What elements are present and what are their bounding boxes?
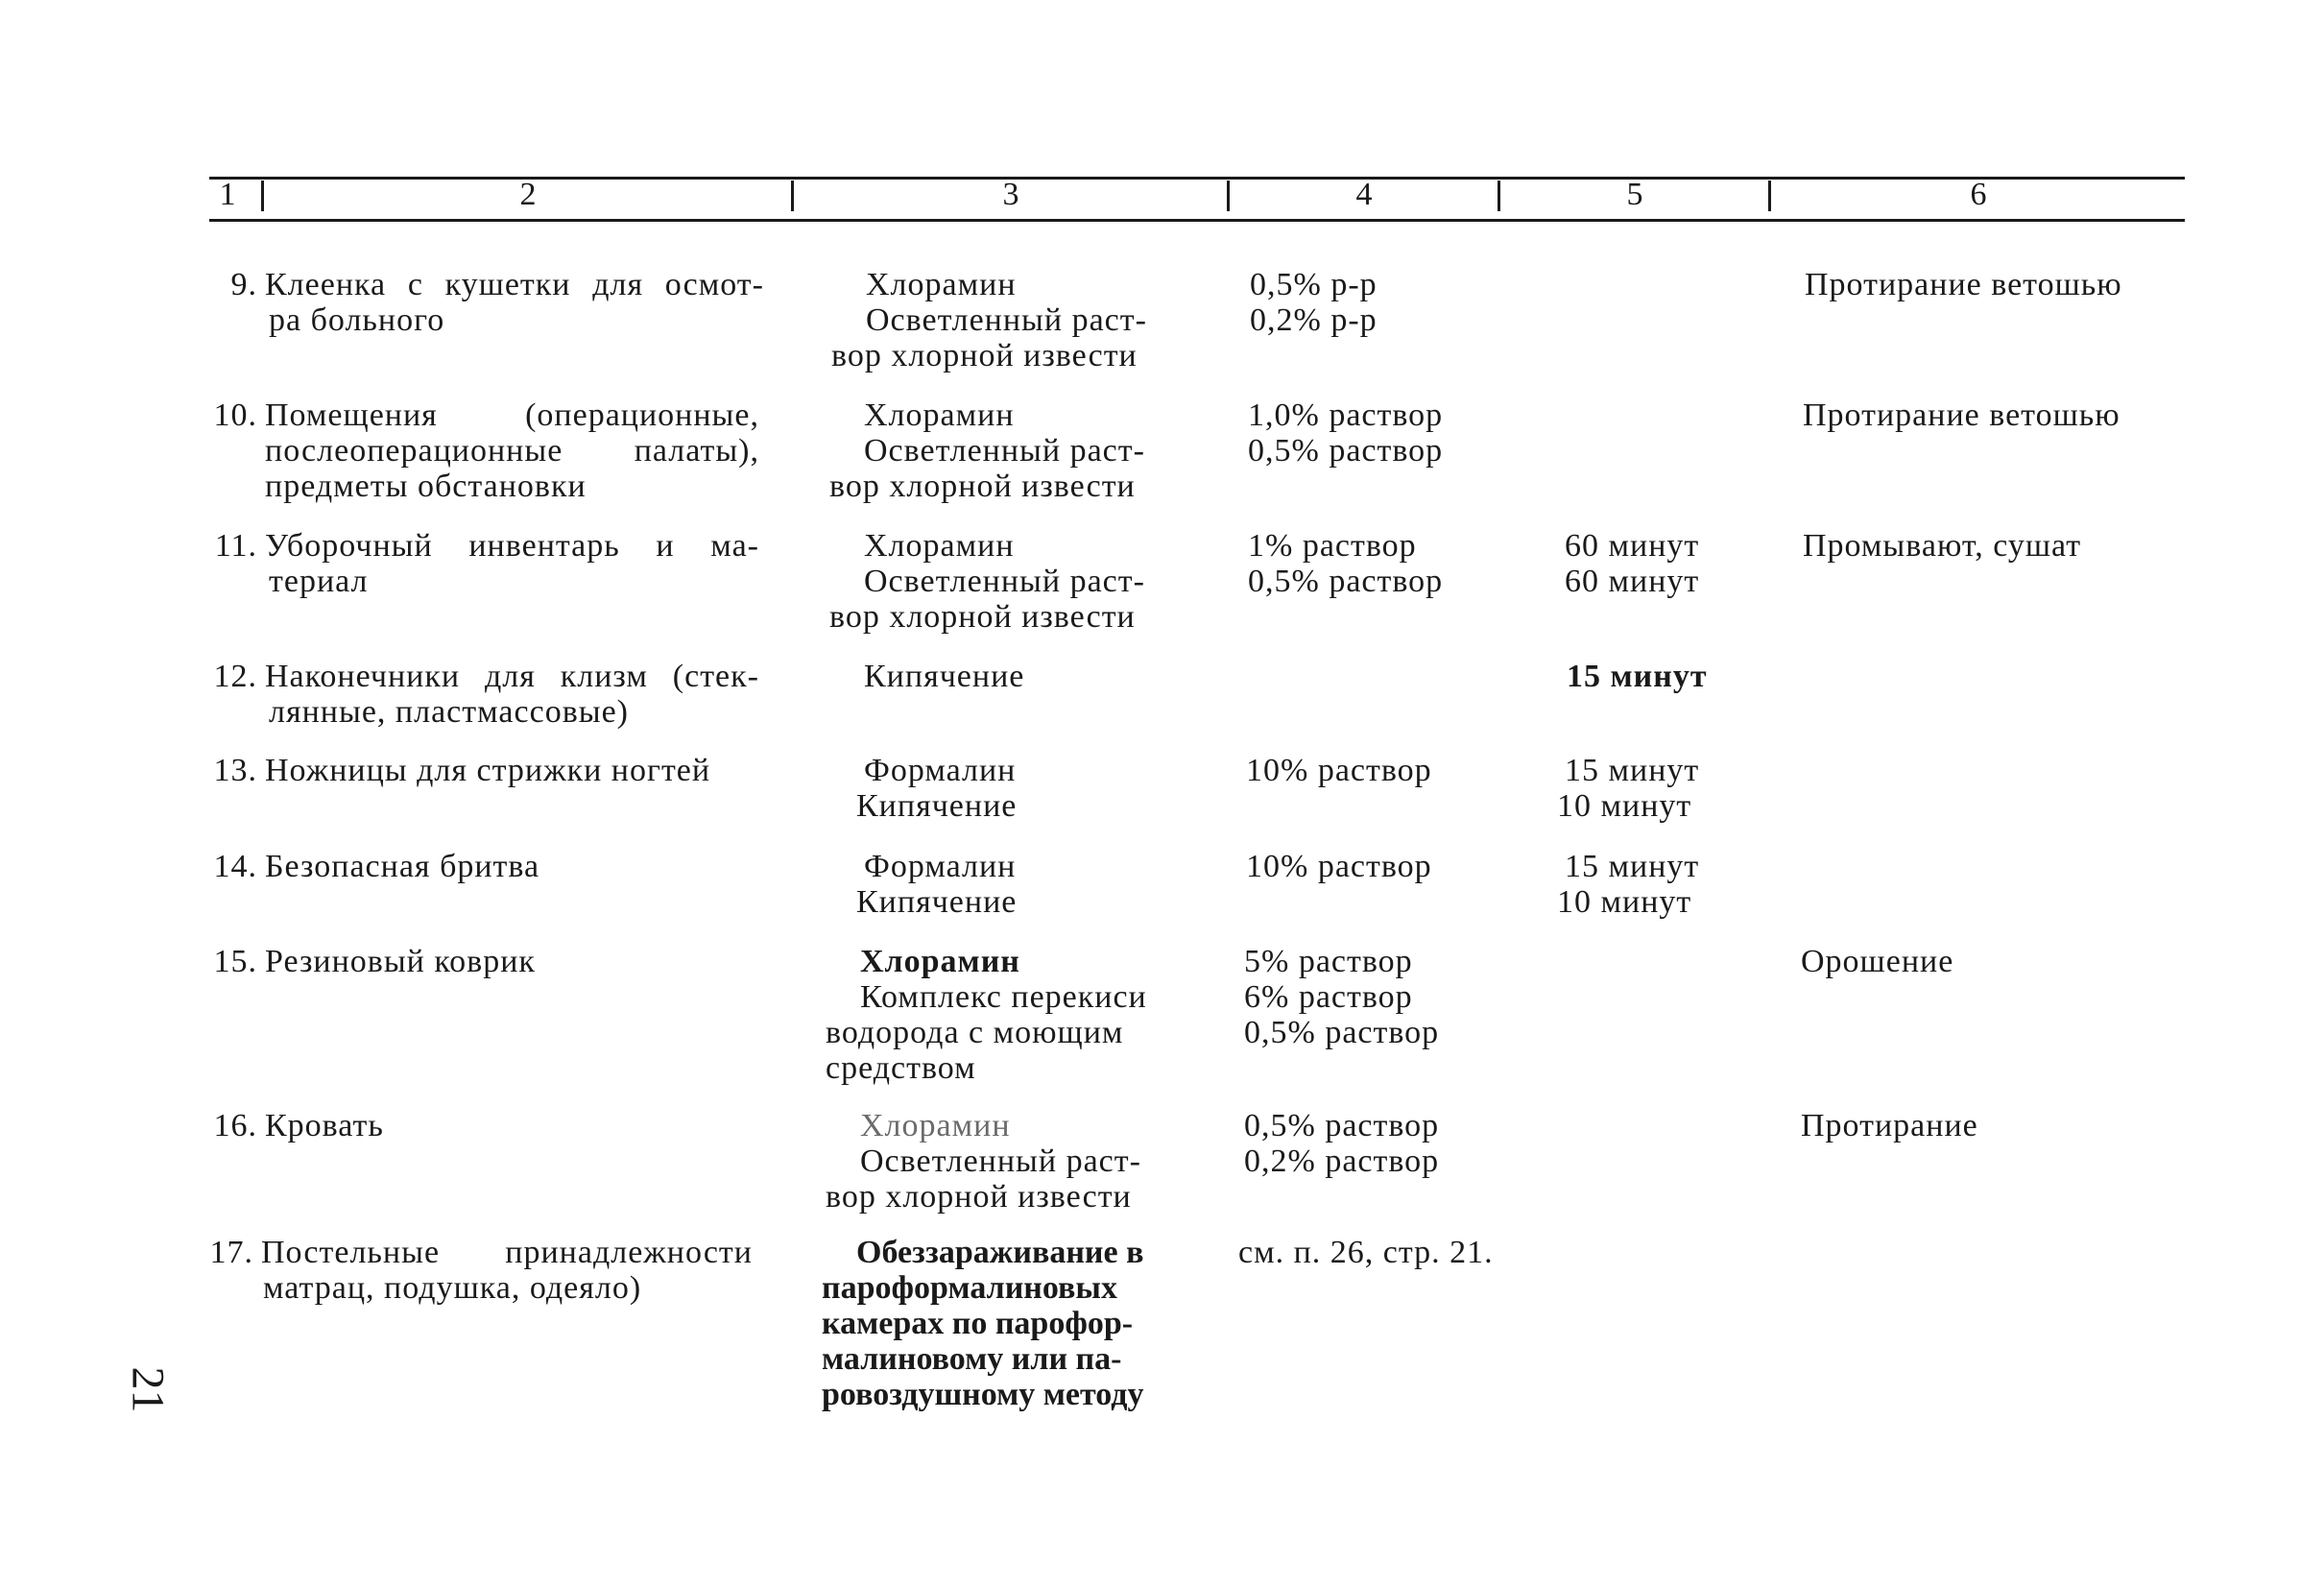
row-number: 12.: [213, 659, 257, 694]
agent-line: камерах по парофор-: [822, 1306, 1134, 1341]
agent-line: вор хлорной извести: [829, 599, 1136, 635]
concentration: 0,5% раствор: [1248, 433, 1444, 469]
item-name-line: Безопасная бритва: [265, 849, 540, 884]
agent-line: малиновому или па-: [822, 1341, 1122, 1377]
concentration: 0,2% р-р: [1250, 302, 1378, 338]
row-number: 13.: [213, 753, 257, 788]
method: Протирание ветошью: [1803, 397, 2120, 433]
item-name-line: предметы обстановки: [265, 469, 587, 504]
concentration: 1% раствор: [1248, 528, 1417, 564]
agent-line: Кипячение: [864, 659, 1025, 694]
agent-line: Формалин: [864, 849, 1017, 884]
col-separator: [791, 180, 794, 211]
exposure-time: 15 минут: [1567, 659, 1708, 694]
col-header-3: 3: [1002, 177, 1019, 212]
row-number: 10.: [213, 397, 257, 433]
item-name-line: Резиновый коврик: [265, 944, 536, 979]
concentration: 5% раствор: [1244, 944, 1413, 979]
exposure-time: 10 минут: [1557, 788, 1692, 824]
item-name-line: териал: [269, 564, 369, 599]
method: Протирание ветошью: [1805, 267, 2122, 302]
agent-line: Осветленный раст-: [864, 433, 1145, 469]
row-number: 9.: [230, 267, 257, 302]
agent-line: Кипячение: [856, 788, 1018, 824]
agent-line: средством: [826, 1050, 976, 1086]
agent-line: Хлорамин: [860, 1108, 1011, 1143]
agent-line: Комплекс перекиси: [860, 979, 1147, 1015]
item-name-line: Наконечники для клизм (стек-: [265, 659, 759, 694]
agent-line: Осветленный раст-: [860, 1143, 1141, 1179]
col-separator: [261, 180, 264, 211]
concentration: 0,5% раствор: [1244, 1108, 1440, 1143]
row-number: 11.: [214, 528, 257, 564]
col-header-4: 4: [1355, 177, 1373, 212]
row-number: 17.: [209, 1235, 253, 1270]
header-bottom-rule: [209, 219, 2185, 222]
item-name-line: Ножницы для стрижки ногтей: [265, 753, 711, 788]
col-header-1: 1: [219, 177, 236, 212]
item-name-line: лянные, пластмассовые): [269, 694, 629, 730]
item-name-line: Постельные принадлежности: [261, 1235, 753, 1270]
concentration: 0,5% р-р: [1250, 267, 1378, 302]
exposure-time: 15 минут: [1565, 849, 1700, 884]
col-header-5: 5: [1626, 177, 1643, 212]
agent-line: пароформалиновых: [822, 1270, 1117, 1306]
agent-line: Хлорамин: [864, 528, 1015, 564]
item-name-line: матрац, подушка, одеяло): [263, 1270, 642, 1306]
concentration: 10% раствор: [1246, 849, 1432, 884]
agent-line: Хлорамин: [866, 267, 1017, 302]
concentration: 0,5% раствор: [1244, 1015, 1440, 1050]
agent-line: Хлорамин: [860, 944, 1020, 979]
method: Орошение: [1801, 944, 1954, 979]
agent-line: вор хлорной извести: [831, 338, 1138, 373]
exposure-time: 60 минут: [1565, 528, 1700, 564]
row-number: 15.: [213, 944, 257, 979]
exposure-time: 15 минут: [1565, 753, 1700, 788]
item-name-line: Кровать: [265, 1108, 384, 1143]
method: Промывают, сушат: [1803, 528, 2082, 564]
method: Протирание: [1801, 1108, 1978, 1143]
concentration: 6% раствор: [1244, 979, 1413, 1015]
concentration: 1,0% раствор: [1248, 397, 1444, 433]
item-name-line: Уборочный инвентарь и ма-: [265, 528, 759, 564]
item-name-line: ра больного: [269, 302, 445, 338]
concentration: 0,2% раствор: [1244, 1143, 1440, 1179]
row-number: 14.: [213, 849, 257, 884]
agent-line: вор хлорной извести: [826, 1179, 1132, 1215]
exposure-time: 60 минут: [1565, 564, 1700, 599]
agent-line: Осветленный раст-: [864, 564, 1145, 599]
col-header-2: 2: [519, 177, 537, 212]
agent-line: Хлорамин: [864, 397, 1015, 433]
exposure-time: 10 минут: [1557, 884, 1692, 920]
item-name-line: послеоперационные палаты),: [265, 433, 759, 469]
col-separator: [1768, 180, 1771, 211]
agent-line: Осветленный раст-: [866, 302, 1147, 338]
col-header-6: 6: [1970, 177, 1987, 212]
concentration: 0,5% раствор: [1248, 564, 1444, 599]
col-separator: [1227, 180, 1230, 211]
agent-line: Обеззараживание в: [856, 1235, 1144, 1270]
concentration: 10% раствор: [1246, 753, 1432, 788]
agent-line: водорода с моющим: [826, 1015, 1124, 1050]
row-number: 16.: [213, 1108, 257, 1143]
item-name-line: Клеенка с кушетки для осмот-: [265, 267, 764, 302]
agent-line: ровоздушному методу: [822, 1377, 1144, 1412]
agent-line: Кипячение: [856, 884, 1018, 920]
agent-line: Формалин: [864, 753, 1017, 788]
agent-line: вор хлорной извести: [829, 469, 1136, 504]
item-name-line: Помещения (операционные,: [265, 397, 759, 433]
col-separator: [1497, 180, 1500, 211]
page-number: 21: [122, 1366, 174, 1413]
cross-reference: см. п. 26, стр. 21.: [1238, 1235, 1494, 1270]
